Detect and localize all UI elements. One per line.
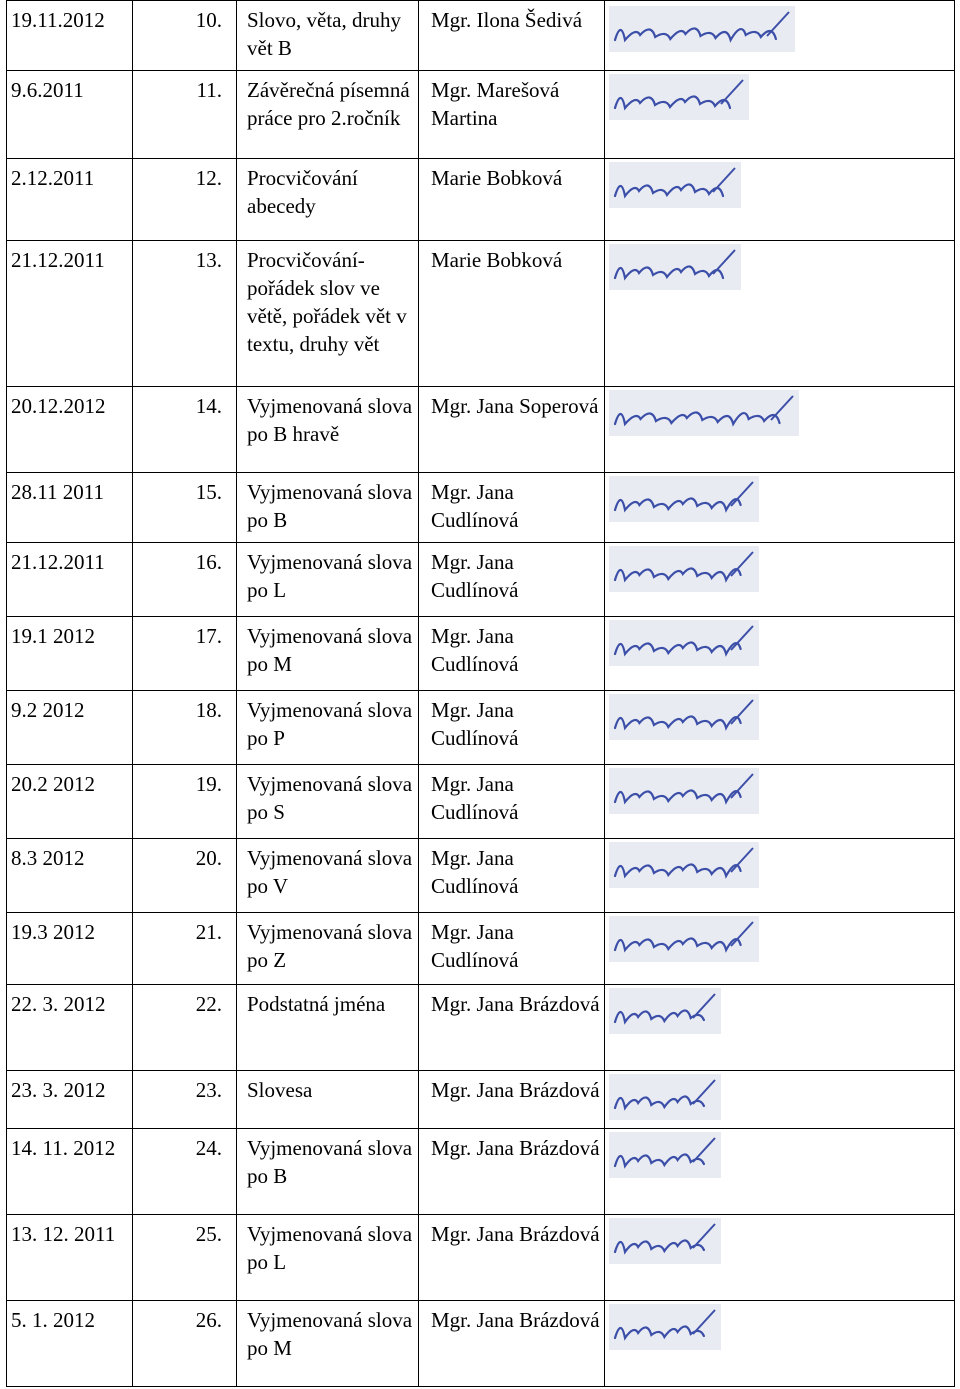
- number-cell: 12.: [133, 159, 237, 241]
- topic-cell: Vyjmenovaná slova po P: [237, 691, 419, 765]
- teacher-cell: Mgr. Jana Cudlínová: [419, 543, 605, 617]
- date-cell: 9.6.2011: [7, 71, 133, 159]
- teacher-cell: Mgr. Jana Brázdová: [419, 985, 605, 1071]
- number-cell: 21.: [133, 913, 237, 985]
- number-cell: 25.: [133, 1215, 237, 1301]
- date-cell: 20.12.2012: [7, 387, 133, 473]
- teacher-cell: Mgr. Jana Brázdová: [419, 1071, 605, 1129]
- topic-cell: Vyjmenovaná slova po M: [237, 617, 419, 691]
- teacher-cell: Mgr. Jana Brázdová: [419, 1301, 605, 1387]
- date-cell: 19.3 2012: [7, 913, 133, 985]
- signature-image: [609, 74, 950, 120]
- topic-cell: Vyjmenovaná slova po V: [237, 839, 419, 913]
- number-cell: 17.: [133, 617, 237, 691]
- date-cell: 19.1 2012: [7, 617, 133, 691]
- teacher-cell: Mgr. Jana Cudlínová: [419, 617, 605, 691]
- teacher-cell: Mgr. Jana Cudlínová: [419, 691, 605, 765]
- date-cell: 23. 3. 2012: [7, 1071, 133, 1129]
- signature-image: [609, 620, 950, 666]
- table-row: [7, 691, 955, 765]
- signature-image: [609, 1074, 950, 1120]
- signature-cell: [605, 241, 955, 387]
- number-cell: 22.: [133, 985, 237, 1071]
- table-row: [7, 543, 955, 617]
- signature-image: [609, 916, 950, 962]
- number-cell: 16.: [133, 543, 237, 617]
- topic-cell: Podstatná jména: [237, 985, 419, 1071]
- table-row: [7, 1071, 955, 1129]
- signature-cell: [605, 1215, 955, 1301]
- signature-image: [609, 768, 950, 814]
- signature-cell: [605, 765, 955, 839]
- table-row: [7, 913, 955, 985]
- number-cell: 15.: [133, 473, 237, 543]
- number-cell: 23.: [133, 1071, 237, 1129]
- teacher-cell: Mgr. Jana Brázdová: [419, 1215, 605, 1301]
- number-cell: 20.: [133, 839, 237, 913]
- topic-cell: Vyjmenovaná slova po L: [237, 1215, 419, 1301]
- teacher-cell: Marie Bobková: [419, 159, 605, 241]
- table-row: [7, 985, 955, 1071]
- date-cell: 2.12.2011: [7, 159, 133, 241]
- date-cell: 14. 11. 2012: [7, 1129, 133, 1215]
- signature-cell: [605, 839, 955, 913]
- date-cell: 22. 3. 2012: [7, 985, 133, 1071]
- number-cell: 26.: [133, 1301, 237, 1387]
- number-cell: 24.: [133, 1129, 237, 1215]
- signature-image: [609, 1218, 950, 1264]
- signature-image: [609, 390, 950, 436]
- signature-cell: [605, 913, 955, 985]
- signature-cell: [605, 159, 955, 241]
- teacher-cell: Mgr. Jana Cudlínová: [419, 473, 605, 543]
- signature-cell: [605, 387, 955, 473]
- signature-image: [609, 546, 950, 592]
- signature-image: [609, 162, 950, 208]
- topic-cell: Vyjmenovaná slova po S: [237, 765, 419, 839]
- signature-cell: [605, 1129, 955, 1215]
- teacher-cell: Mgr. Marešová Martina: [419, 71, 605, 159]
- table-row: [7, 1129, 955, 1215]
- signature-cell: [605, 617, 955, 691]
- table-row: [7, 387, 955, 473]
- number-cell: 13.: [133, 241, 237, 387]
- number-cell: 11.: [133, 71, 237, 159]
- signature-image: [609, 988, 950, 1034]
- signature-cell: [605, 473, 955, 543]
- topic-cell: Procvičování abecedy: [237, 159, 419, 241]
- topic-cell: Vyjmenovaná slova po B hravě: [237, 387, 419, 473]
- signature-cell: [605, 985, 955, 1071]
- signature-image: [609, 842, 950, 888]
- teacher-cell: Mgr. Jana Soperová: [419, 387, 605, 473]
- signature-image: [609, 1132, 950, 1178]
- topic-cell: Procvičování- pořádek slov ve větě, pořádek vět v textu, druhy vět: [237, 241, 419, 387]
- number-cell: 19.: [133, 765, 237, 839]
- table-row: [7, 241, 955, 387]
- date-cell: 20.2 2012: [7, 765, 133, 839]
- date-cell: 19.11.2012: [7, 1, 133, 71]
- teacher-cell: Mgr. Jana Cudlínová: [419, 765, 605, 839]
- signature-image: [609, 244, 950, 290]
- lesson-record-table: [6, 0, 955, 1387]
- teacher-cell: Mgr. Jana Cudlínová: [419, 839, 605, 913]
- signature-cell: [605, 71, 955, 159]
- date-cell: 13. 12. 2011: [7, 1215, 133, 1301]
- lesson-record-body: [7, 1, 955, 1387]
- table-row: [7, 765, 955, 839]
- teacher-cell: Marie Bobková: [419, 241, 605, 387]
- date-cell: 5. 1. 2012: [7, 1301, 133, 1387]
- table-row: [7, 1301, 955, 1387]
- signature-cell: [605, 1301, 955, 1387]
- table-row: [7, 617, 955, 691]
- topic-cell: Slovo, věta, druhy vět B: [237, 1, 419, 71]
- teacher-cell: Mgr. Ilona Šedivá: [419, 1, 605, 71]
- signature-cell: [605, 1, 955, 71]
- signature-image: [609, 476, 950, 522]
- signature-image: [609, 1304, 950, 1350]
- table-row: [7, 159, 955, 241]
- topic-cell: Vyjmenovaná slova po L: [237, 543, 419, 617]
- teacher-cell: Mgr. Jana Cudlínová: [419, 913, 605, 985]
- signature-cell: [605, 1071, 955, 1129]
- table-row: [7, 473, 955, 543]
- date-cell: 8.3 2012: [7, 839, 133, 913]
- signature-image: [609, 694, 950, 740]
- date-cell: 28.11 2011: [7, 473, 133, 543]
- table-row: [7, 71, 955, 159]
- topic-cell: Vyjmenovaná slova po M: [237, 1301, 419, 1387]
- topic-cell: Závěrečná písemná práce pro 2.ročník: [237, 71, 419, 159]
- topic-cell: Vyjmenovaná slova po Z: [237, 913, 419, 985]
- number-cell: 18.: [133, 691, 237, 765]
- topic-cell: Vyjmenovaná slova po B: [237, 1129, 419, 1215]
- signature-cell: [605, 543, 955, 617]
- topic-cell: Slovesa: [237, 1071, 419, 1129]
- signature-cell: [605, 691, 955, 765]
- date-cell: 21.12.2011: [7, 241, 133, 387]
- signature-image: [609, 6, 950, 52]
- table-row: [7, 1, 955, 71]
- table-row: [7, 1215, 955, 1301]
- table-row: [7, 839, 955, 913]
- date-cell: 21.12.2011: [7, 543, 133, 617]
- number-cell: 10.: [133, 1, 237, 71]
- date-cell: 9.2 2012: [7, 691, 133, 765]
- number-cell: 14.: [133, 387, 237, 473]
- teacher-cell: Mgr. Jana Brázdová: [419, 1129, 605, 1215]
- topic-cell: Vyjmenovaná slova po B: [237, 473, 419, 543]
